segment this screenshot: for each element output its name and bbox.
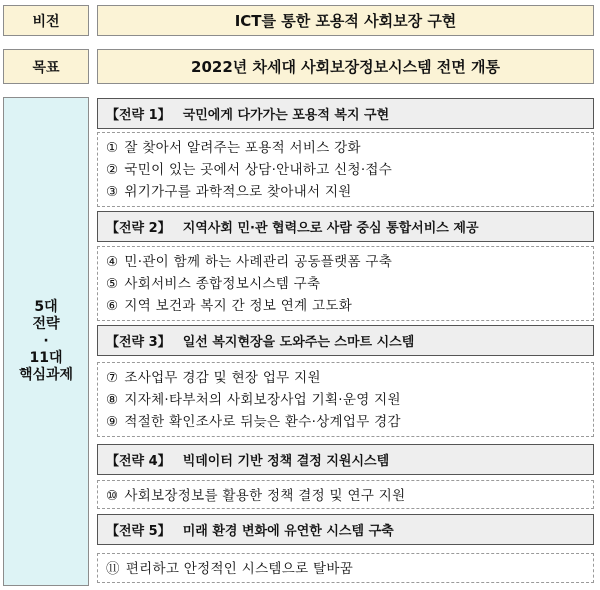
task-item [106,273,593,295]
goal-box [97,49,594,84]
task-text: 민·관이 함께 하는 사례관리 공동플랫폼 구축 [124,254,393,270]
task-item [106,251,593,273]
task-text: 국민이 있는 곳에서 상담·안내하고 신청·접수 [124,162,393,178]
task-item [106,485,593,507]
strategy-2-number: 【전략 2】 [106,221,171,236]
task-text: 사회서비스 종합정보시스템 구축 [124,276,321,292]
vision-box [97,5,594,36]
task-item [106,295,593,317]
task-item [106,367,593,389]
strategy-5-tasks [97,553,594,583]
task-text: 조사업무 경감 및 현장 업무 지원 [124,370,321,386]
task-number: ⑪ [106,561,120,577]
task-number: ② [106,162,119,178]
strategy-2-tasks [97,246,594,321]
task-item [106,389,593,411]
task-text: 지자체·타부처의 사회보장사업 기획·운영 지원 [124,392,401,408]
task-item [106,137,593,159]
task-text: 잘 찾아서 알려주는 포용적 서비스 강화 [124,140,361,156]
strategy-5-number: 【전략 5】 [106,524,171,539]
task-text: 위기가구를 과학적으로 찾아내서 지원 [124,184,352,200]
side-line: 핵심과제 [18,367,74,383]
task-text: 편리하고 안정적인 시스템으로 탈바꿈 [125,561,354,577]
task-item [106,181,593,203]
side-line: · [43,333,49,349]
strategy-3-header [97,325,594,356]
task-number: ⑦ [106,370,119,386]
side-line: 전략 [32,316,60,332]
task-number: ⑧ [106,392,119,408]
goal-label: 목표 [32,59,60,76]
task-number: ① [106,140,119,156]
vision-label-box [3,5,89,36]
vision-label: 비전 [32,13,60,30]
goal-text: 2022년 차세대 사회보장정보시스템 전면 개통 [191,58,500,76]
goal-label-box [3,49,89,84]
side-line: 5대 [34,299,58,315]
task-number: ④ [106,254,119,270]
vision-text: ICT를 통한 포용적 사회보장 구현 [234,12,457,30]
strategy-3-number: 【전략 3】 [106,335,171,350]
strategy-1-tasks [97,132,594,207]
task-text: 사회보장정보를 활용한 정책 결정 및 연구 지원 [124,488,406,504]
strategy-4-number: 【전략 4】 [106,454,171,469]
strategy-1-header [97,98,594,129]
strategy-3-tasks [97,362,594,437]
strategy-4-header [97,444,594,475]
strategy-2-header [97,211,594,242]
strategy-side-label [3,97,89,586]
strategy-3-title: 일선 복지현장을 도와주는 스마트 시스템 [182,335,415,350]
strategy-2-title: 지역사회 민·관 협력으로 사람 중심 통합서비스 제공 [182,221,479,236]
task-item [106,411,593,433]
task-text: 적절한 확인조사로 뒤늦은 환수·상계업무 경감 [124,414,401,430]
task-item [106,558,593,580]
task-item [106,159,593,181]
strategy-4-title: 빅데이터 기반 정책 결정 지원시스템 [182,454,390,469]
strategy-5-header [97,514,594,545]
strategy-5-title: 미래 환경 변화에 유연한 시스템 구축 [182,524,394,539]
task-number: ⑨ [106,414,119,430]
task-number: ⑩ [106,488,119,504]
strategy-1-number: 【전략 1】 [106,108,171,123]
strategy-1-title: 국민에게 다가가는 포용적 복지 구현 [182,108,390,123]
side-line: 11대 [29,350,63,366]
task-text: 지역 보건과 복지 간 정보 연계 고도화 [124,298,353,314]
task-number: ③ [106,184,119,200]
task-number: ⑥ [106,298,119,314]
task-number: ⑤ [106,276,119,292]
strategy-4-tasks [97,480,594,509]
